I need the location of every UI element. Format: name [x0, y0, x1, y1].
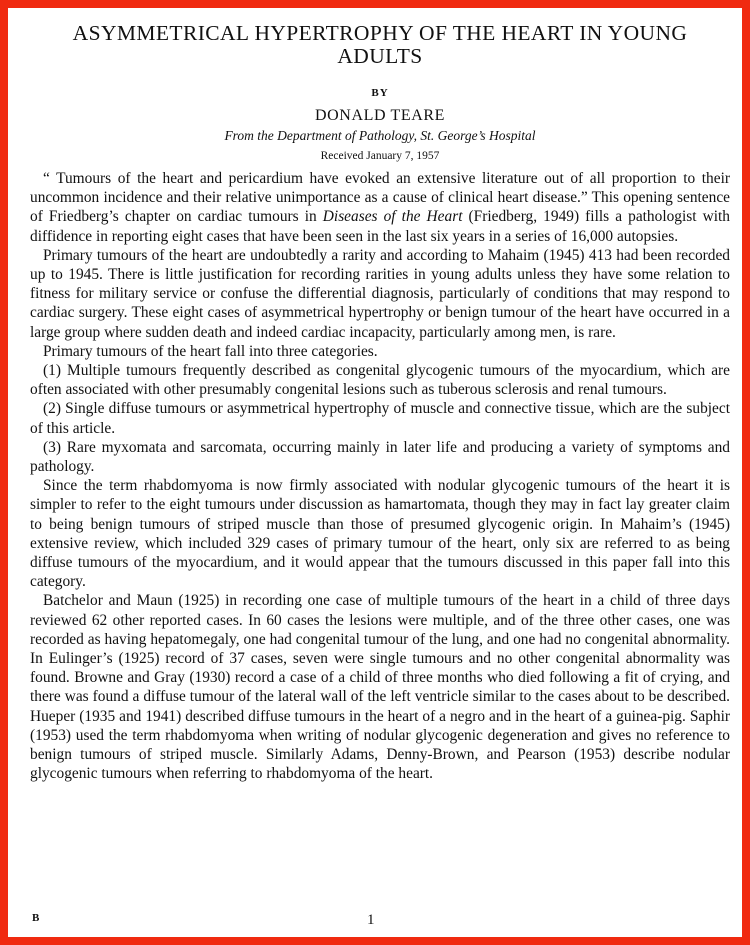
paragraph-7: Since the term rhabdomyoma is now firmly associated with nodular glycogenic tumours of the heart it is simpler to refer to the eight tumours under discussion as hamartomata, though they may in fact lay greater claim to being benign tumours of striped muscle than those of presumed glycogenic origin. In Mahaim’s (1945) extensive review, which included 329 cases of primary tumour of the heart, only six are referred to as being diffuse tumours of the myocardium, and it would appear that the tumours discussed in this paper fall into this category.	[30, 477, 730, 591]
paragraph-1-text-a: “ Tumours of the heart and pericardium have evoked an extensive literature out of all proportion to their uncommon incidence and their relative unimportance as a cause of clinical heart disease.” This opening sentence of Friedberg’s chapter on cardiac tumours in	[30, 170, 730, 226]
paragraph-category-3: (3) Rare myxomata and sarcomata, occurring mainly in later life and producing a variety of symptoms and pathology.	[30, 438, 730, 476]
paragraph-3: Primary tumours of the heart fall into three categories.	[43, 342, 378, 360]
paragraph-category-1: (1) Multiple tumours frequently described as congenital glycogenic tumours of the myocardium, which are often associated with other presumably congenital lesions such as tuberous sclerosis and renal tumours.	[30, 362, 730, 399]
article-title: ASYMMETRICAL HYPERTROPHY OF THE HEART IN YOUNG ADULTS	[72, 21, 688, 68]
paragraph-1	[30, 169, 730, 246]
page-number: 1	[367, 912, 375, 928]
paragraph-8: Batchelor and Maun (1925) in recording one case of multiple tumours of the heart in a child of three days reviewed 62 other reported cases. In 60 cases the lesions were multiple, and of the three other cases, one was recorded as having hepatomegaly, one had congenital tumour of the lung, and one had no congenital abnormality. In Eulinger’s (1925) record of 37 cases, seven were single tumours and no other congenital abnormality was found. Browne and Gray (1930) record a case of a child of three months who died following a fit of crying, and there was found a diffuse tumour of the lateral wall of the left ventricle similar to the cases about to be described. Hueper (1935 and 1941) described diffuse tumours in the heart of a negro and in the heart of a guinea-pig. Saphir (1953) used the term rhabdomyoma when writing of nodular glycogenic degeneration and gives no reference to benign tumours of striped muscle. Similarly Adams, Denny-Brown, and Pearson (1953) describe nodular glycogenic tumours when referring to rhabdomyoma of the heart.	[30, 592, 730, 783]
paragraph-2: Primary tumours of the heart are undoubtedly a rarity and according to Mahaim (1945) 413 had been recorded up to 1945. There is little justification for recording rarities in young adults unless they have some relation to fitness for military service or confuse the differential diagnosis, particularly of conditions that may respond to cardiac surgery. These eight cases of asymmetrical hypertrophy or benign tumour of the heart have occurred in a large group where sudden death and indeed cardiac incapacity, particularly among men, is rare.	[30, 246, 730, 341]
journal-page	[30, 18, 730, 936]
signature-mark: B	[32, 912, 40, 924]
received-date: Received January 7, 1957	[320, 150, 440, 162]
author-affiliation: From the Department of Pathology, St. George’s Hospital	[224, 128, 536, 143]
author-name: DONALD TEARE	[314, 107, 445, 124]
book-title: Diseases of the Heart	[322, 208, 463, 226]
byline-label: BY	[371, 87, 389, 99]
paragraph-category-2: (2) Single diffuse tumours or asymmetrical hypertrophy of muscle and connective tissue, which are the subject of this article.	[30, 400, 730, 437]
paragraph-1-text-b: (Friedberg, 1949) fills a pathologist with diffidence in reporting eight cases that have been seen in the last six years in a series of 16,000 autopsies.	[30, 208, 730, 245]
article-body	[30, 169, 730, 784]
